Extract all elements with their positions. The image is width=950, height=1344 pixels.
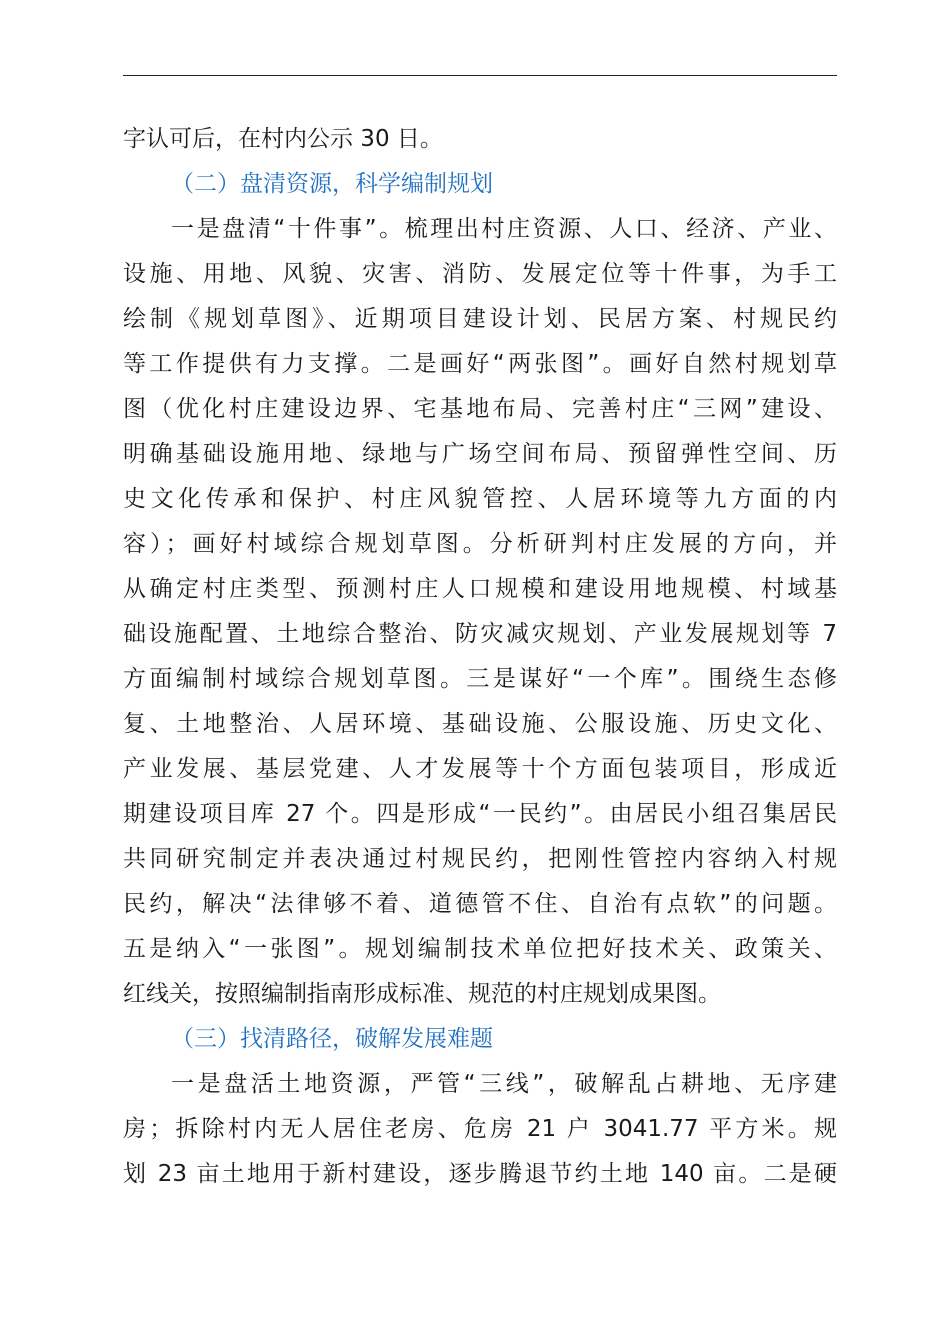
header-rule	[123, 75, 837, 76]
paragraph-line: 绘制《规划草图》、近期项目建设计划、民居方案、村规民约	[123, 306, 837, 332]
paragraph-line: 五是纳入“一张图”。规划编制技术单位把好技术关、政策关、	[123, 936, 837, 962]
section-heading-3: （三）找清路径，破解发展难题	[171, 1026, 493, 1052]
paragraph-line: 史文化传承和保护、村庄风貌管控、人居环境等九方面的内	[123, 486, 837, 512]
paragraph-line: 民约，解决“法律够不着、道德管不住、自治有点软”的问题。	[123, 891, 837, 917]
paragraph-line: 划 23 亩土地用于新村建设，逐步腾退节约土地 140 亩。二是硬	[123, 1161, 837, 1187]
paragraph-line: 设施、用地、风貌、灾害、消防、发展定位等十件事，为手工	[123, 261, 837, 287]
paragraph-line: 共同研究制定并表决通过村规民约，把刚性管控内容纳入村规	[123, 846, 837, 872]
paragraph-line: 房；拆除村内无人居住老房、危房 21 户 3041.77 平方米。规	[123, 1116, 837, 1142]
paragraph-line: 等工作提供有力支撑。二是画好“两张图”。画好自然村规划草	[123, 351, 837, 377]
paragraph-line: 图（优化村庄建设边界、宅基地布局、完善村庄“三网”建设、	[123, 396, 837, 422]
paragraph-line: 字认可后，在村内公示 30 日。	[123, 126, 443, 152]
paragraph-line: 产业发展、基层党建、人才发展等十个方面包装项目，形成近	[123, 756, 837, 782]
paragraph-line: 一是盘清“十件事”。梳理出村庄资源、人口、经济、产业、	[171, 216, 837, 242]
paragraph-line: 容）；画好村域综合规划草图。分析研判村庄发展的方向，并	[123, 531, 837, 557]
paragraph-line: 明确基础设施用地、绿地与广场空间布局、预留弹性空间、历	[123, 441, 837, 467]
paragraph-line: 一是盘活土地资源，严管“三线”，破解乱占耕地、无序建	[171, 1071, 837, 1097]
section-heading-2: （二）盘清资源，科学编制规划	[171, 171, 493, 197]
paragraph-line: 从确定村庄类型、预测村庄人口规模和建设用地规模、村域基	[123, 576, 837, 602]
document-body	[123, 117, 837, 1197]
paragraph-line: 础设施配置、土地综合整治、防灾减灾规划、产业发展规划等 7	[123, 621, 837, 647]
paragraph-line: 复、土地整治、人居环境、基础设施、公服设施、历史文化、	[123, 711, 837, 737]
paragraph-line: 红线关，按照编制指南形成标准、规范的村庄规划成果图。	[123, 981, 721, 1007]
paragraph-line: 期建设项目库 27 个。四是形成“一民约”。由居民小组召集居民	[123, 801, 837, 827]
paragraph-line: 方面编制村域综合规划草图。三是谋好“一个库”。围绕生态修	[123, 666, 837, 692]
